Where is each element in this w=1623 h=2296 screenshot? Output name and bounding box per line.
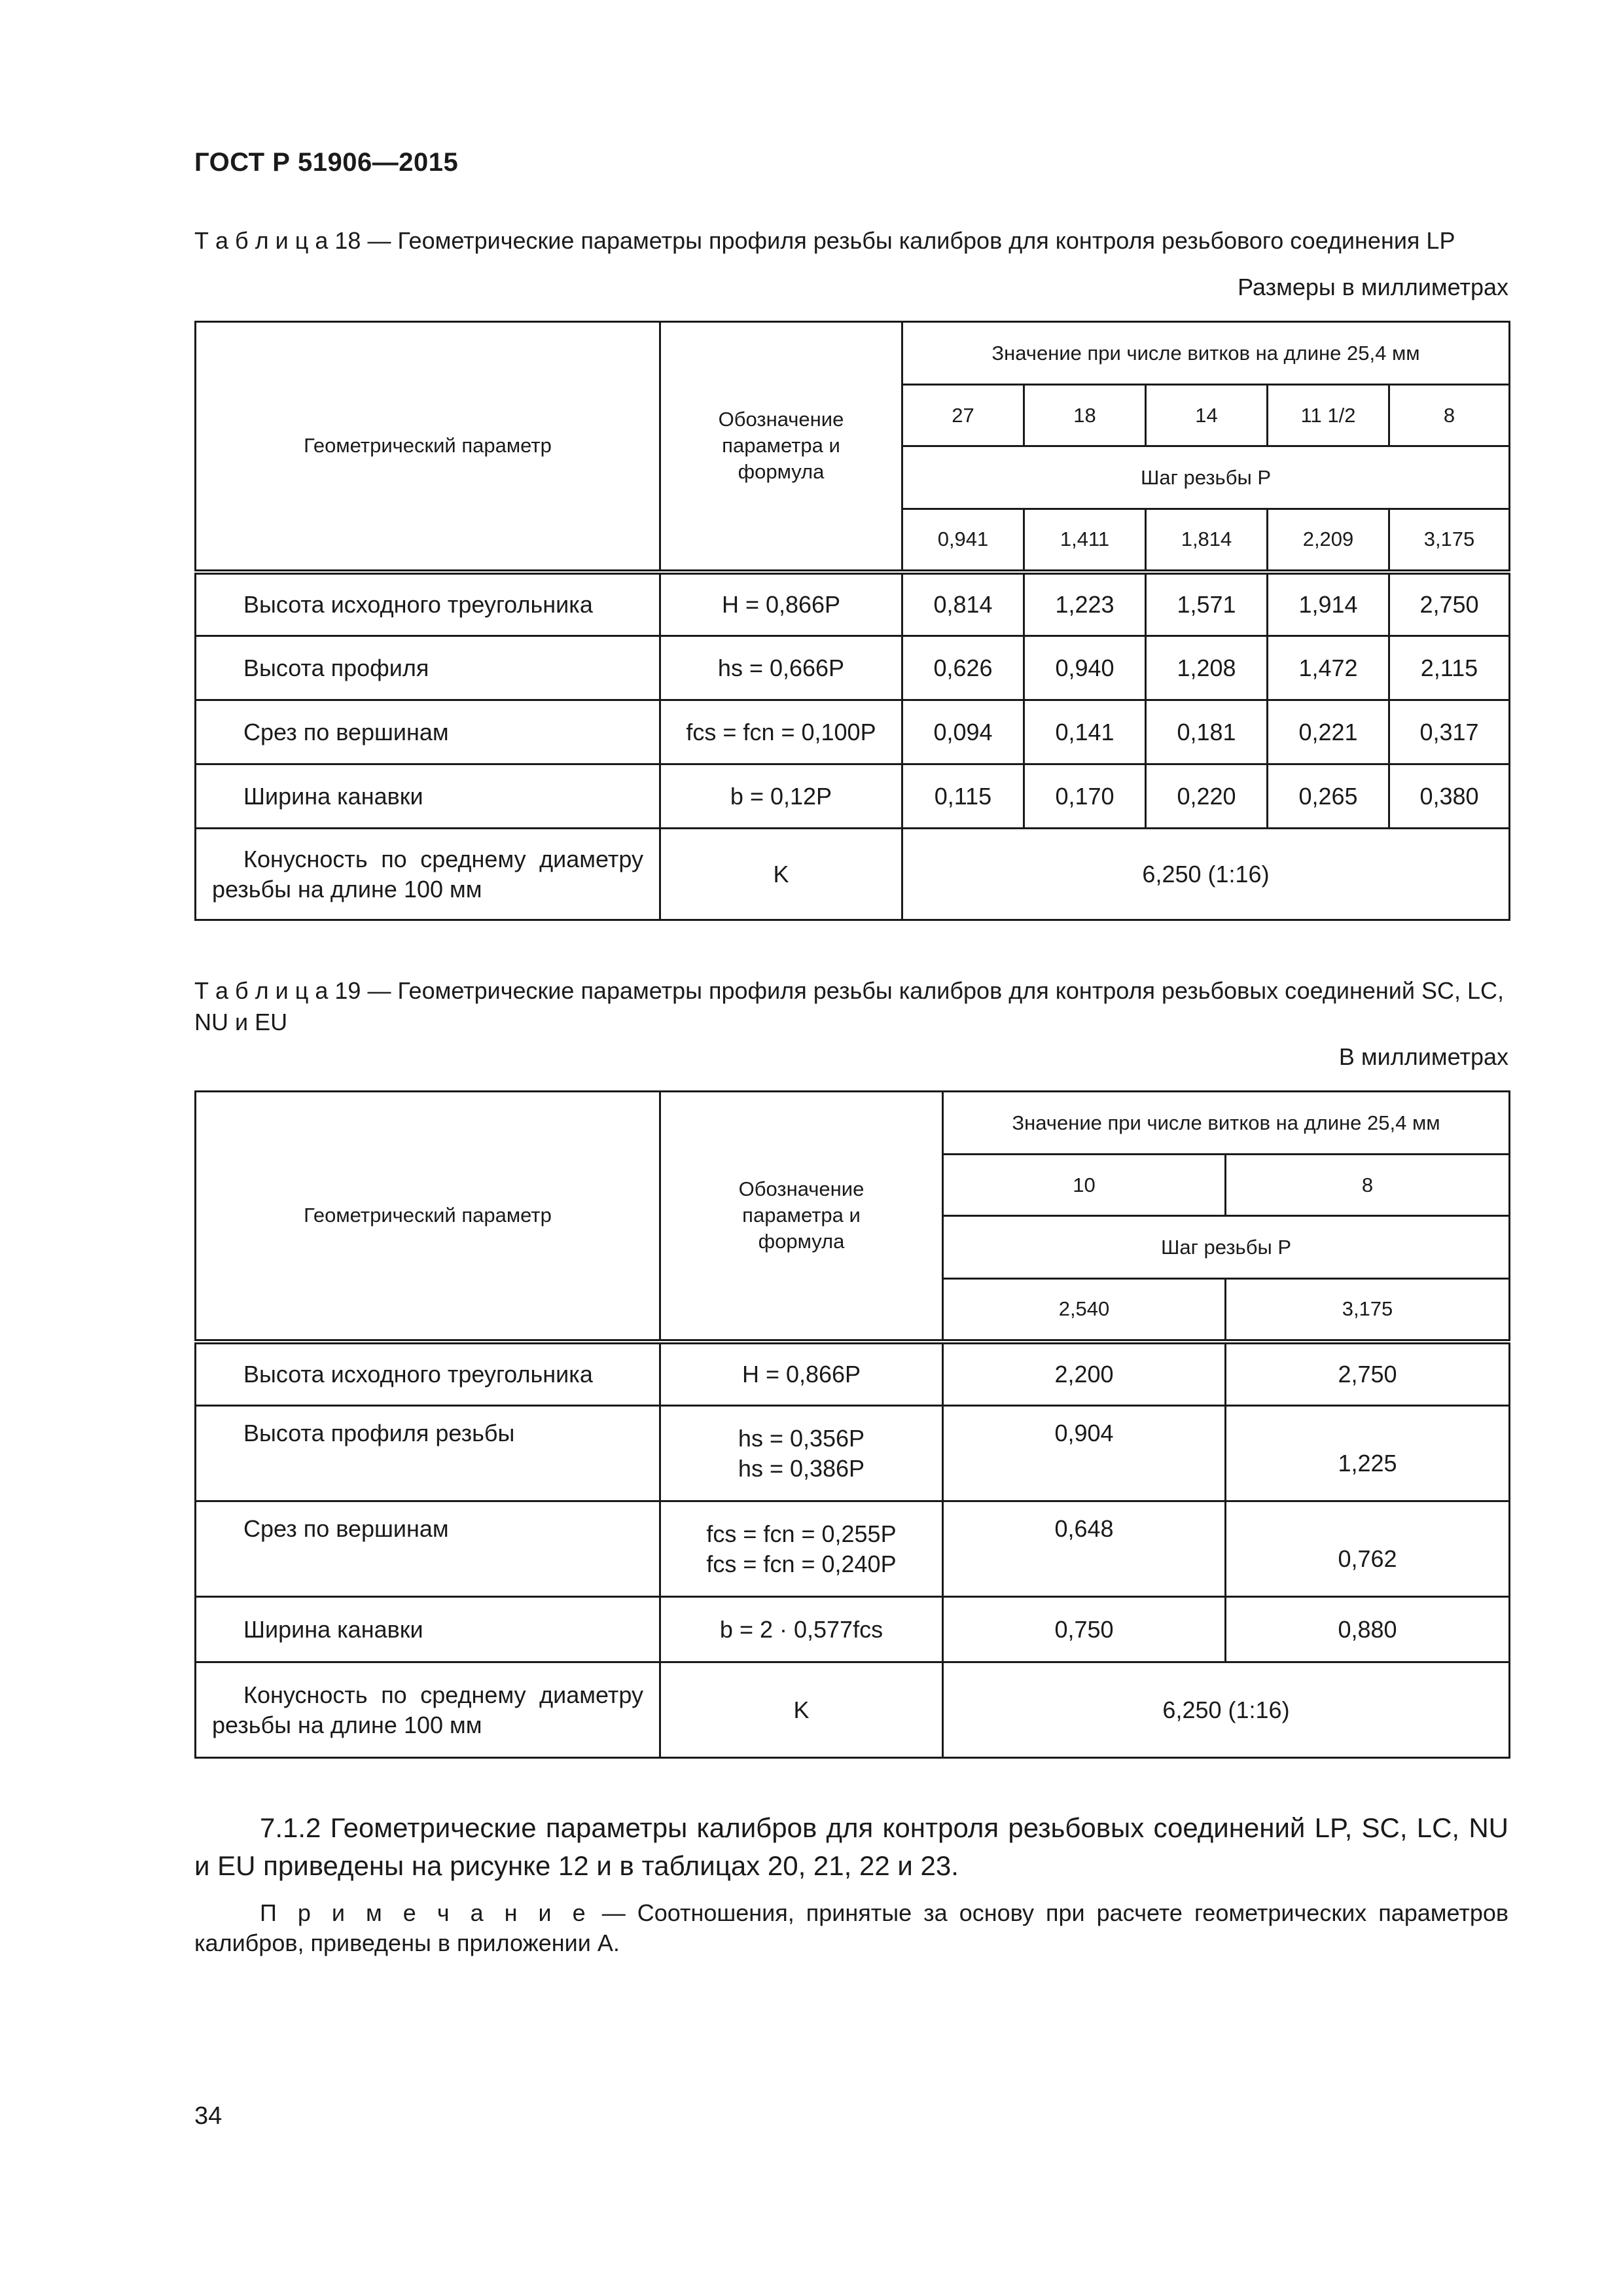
value-cell: 0,380 (1389, 764, 1510, 829)
table18-caption (194, 225, 1508, 257)
formula-cell: K (660, 1662, 943, 1758)
formula-cell (660, 1406, 943, 1501)
body-paragraph: 7.1.2 Геометрические параметры калибров для контроля резьбовых соединений LP, SC, LC, NU и EU приведены на рисунке 12 и в таблицах 20, 21, 22 и 23. (194, 1812, 1508, 1881)
formula-line: fcs = fcn = 0,240P (706, 1550, 897, 1577)
param-cell: Высота исходного треугольника (196, 1342, 660, 1406)
table18-caption-label: Т а б л и ц а (194, 227, 329, 254)
table18-pitch-cell: 0,941 (902, 509, 1024, 572)
formula-cell: H = 0,866P (660, 572, 902, 636)
table-row (196, 1342, 1510, 1406)
table18-units: Размеры в миллиметрах (1238, 274, 1508, 300)
value-cell: 0,170 (1024, 764, 1146, 829)
value-cell: 1,472 (1268, 636, 1389, 700)
value-cell: 0,317 (1389, 700, 1510, 764)
table-row (196, 829, 1510, 920)
formula-cell: b = 2 · 0,577fcs (660, 1597, 943, 1662)
param-cell: Ширина канавки (196, 764, 660, 829)
formula-cell: fcs = fcn = 0,100P (660, 700, 902, 764)
note-label: П р и м е ч а н и е (260, 1899, 590, 1926)
value-cell: 0,181 (1146, 700, 1268, 764)
value-cell: 2,115 (1389, 636, 1510, 700)
value-cell: 0,880 (1226, 1597, 1510, 1662)
value-cell: 6,250 (1:16) (943, 1662, 1510, 1758)
value-cell: 1,208 (1146, 636, 1268, 700)
value-cell: 0,141 (1024, 700, 1146, 764)
formula-line: hs = 0,356P (738, 1424, 865, 1452)
table19-caption-label: Т а б л и ц а (194, 977, 329, 1004)
value-cell: 6,250 (1:16) (902, 829, 1510, 920)
param-cell: Высота профиля (196, 636, 660, 700)
value-cell: 0,626 (902, 636, 1024, 700)
table18-turns-cell: 27 (902, 385, 1024, 446)
table-row (196, 1501, 1510, 1597)
table19-caption (194, 975, 1508, 1038)
formula-cell: hs = 0,666P (660, 636, 902, 700)
formula-line: hs = 0,386P (738, 1454, 865, 1482)
table19-header-formula: Обозначение параметра и формула (660, 1092, 943, 1342)
table-row (196, 1406, 1510, 1501)
table19-pitch-cell: 3,175 (1226, 1279, 1510, 1342)
formula-cell: b = 0,12P (660, 764, 902, 829)
table18-pitch-cell: 1,411 (1024, 509, 1146, 572)
param-cell: Срез по вершинам (196, 1501, 660, 1597)
param-cell: Высота профиля резьбы (196, 1406, 660, 1501)
param-cell: Ширина канавки (196, 1597, 660, 1662)
document-id: ГОСТ Р 51906—2015 (194, 148, 459, 177)
value-cell: 1,914 (1268, 572, 1389, 636)
value-cell: 0,265 (1268, 764, 1389, 829)
table19-turns-cell: 8 (1226, 1155, 1510, 1216)
table-row (196, 1662, 1510, 1758)
table19-header-param: Геометрический параметр (196, 1092, 660, 1342)
value-cell: 2,750 (1389, 572, 1510, 636)
value-cell: 0,814 (902, 572, 1024, 636)
formula-cell: K (660, 829, 902, 920)
value-cell: 0,750 (943, 1597, 1226, 1662)
note (194, 1898, 1508, 1958)
formula-cell: H = 0,866P (660, 1342, 943, 1406)
table18-pitch-cell: 1,814 (1146, 509, 1268, 572)
table19-turns-cell: 10 (943, 1155, 1226, 1216)
table19-caption-text: 19 — Геометрические параметры профиля резьбы калибров для контроля резьбовых соединений SC, LC, NU и EU (194, 977, 1504, 1035)
table18-header-pitch: Шаг резьбы P (902, 446, 1510, 509)
table-row (196, 572, 1510, 636)
param-cell: Конусность по среднему диаметру резьбы на длине 100 мм (196, 1662, 660, 1758)
table19-header-value: Значение при числе витков на длине 25,4 мм (943, 1092, 1510, 1155)
table18-turns-cell: 14 (1146, 385, 1268, 446)
table18-header-formula: Обозначение параметра и формула (660, 322, 902, 572)
value-cell: 1,223 (1024, 572, 1146, 636)
table19-header-pitch: Шаг резьбы P (943, 1216, 1510, 1279)
table-row (196, 700, 1510, 764)
formula-cell (660, 1501, 943, 1597)
table-row (196, 636, 1510, 700)
table18-pitch-cell: 3,175 (1389, 509, 1510, 572)
param-cell: Конусность по среднему диаметру резьбы на длине 100 мм (196, 829, 660, 920)
value-cell: 1,225 (1226, 1406, 1510, 1501)
value-cell: 0,904 (943, 1406, 1226, 1501)
formula-line: fcs = fcn = 0,255P (706, 1520, 897, 1547)
table-18 (194, 321, 1510, 921)
value-cell: 0,940 (1024, 636, 1146, 700)
table18-caption-text: 18 — Геометрические параметры профиля резьбы калибров для контроля резьбового соединения LP (328, 227, 1455, 254)
page-number: 34 (194, 2102, 223, 2130)
table18-turns-cell: 18 (1024, 385, 1146, 446)
table18-header-value: Значение при числе витков на длине 25,4 мм (902, 322, 1510, 385)
table-19 (194, 1090, 1510, 1759)
table18-turns-cell: 8 (1389, 385, 1510, 446)
value-cell: 2,750 (1226, 1342, 1510, 1406)
table19-pitch-cell: 2,540 (943, 1279, 1226, 1342)
value-cell: 0,221 (1268, 700, 1389, 764)
value-cell: 2,200 (943, 1342, 1226, 1406)
value-cell: 0,762 (1226, 1501, 1510, 1597)
value-cell: 1,571 (1146, 572, 1268, 636)
value-cell: 0,648 (943, 1501, 1226, 1597)
value-cell: 0,115 (902, 764, 1024, 829)
table19-units: В миллиметрах (1338, 1043, 1508, 1070)
param-cell: Высота исходного треугольника (196, 572, 660, 636)
param-cell: Срез по вершинам (196, 700, 660, 764)
table-row (196, 1597, 1510, 1662)
table18-turns-cell: 11 1/2 (1268, 385, 1389, 446)
table18-pitch-cell: 2,209 (1268, 509, 1389, 572)
note-text: — Соотношения, принятые за основу при расчете геометрических параметров калибров, приведены в приложении А. (194, 1899, 1508, 1956)
value-cell: 0,094 (902, 700, 1024, 764)
table-row (196, 764, 1510, 829)
value-cell: 0,220 (1146, 764, 1268, 829)
table18-header-param: Геометрический параметр (196, 322, 660, 572)
